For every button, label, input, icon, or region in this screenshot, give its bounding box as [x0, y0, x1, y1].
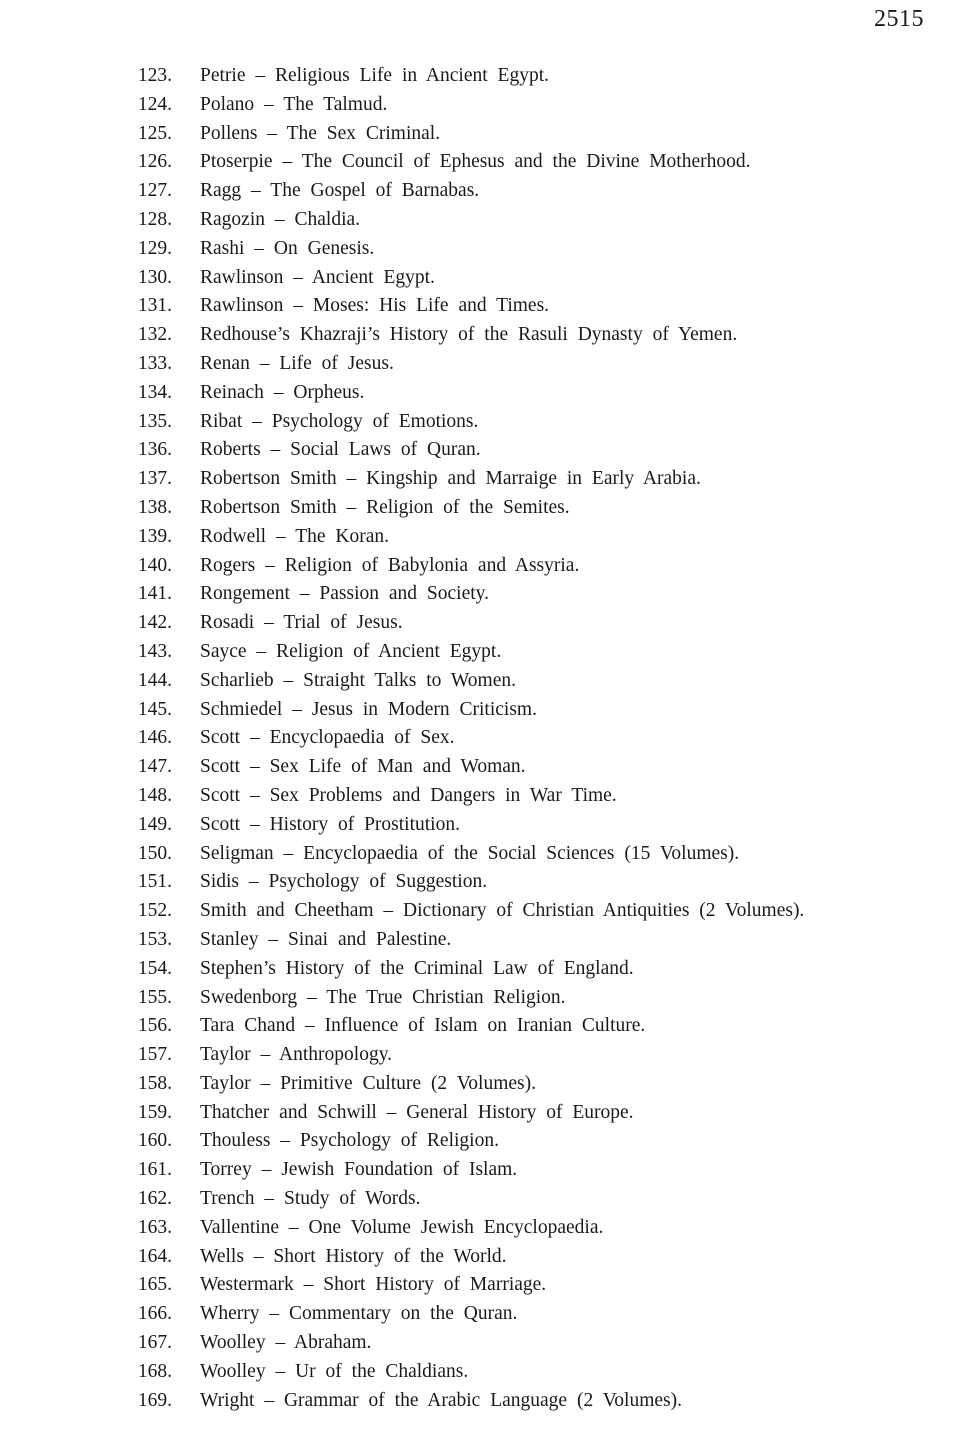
entry-number: 153. — [137, 928, 172, 950]
entry-number: 140. — [137, 554, 172, 576]
entry-text: Petrie – Religious Life in Ancient Egypt. — [200, 65, 549, 86]
entry-text: Scott – Encyclopaedia of Sex. — [200, 727, 455, 749]
entry-number: 159. — [137, 1101, 172, 1123]
list-item — [132, 1271, 942, 1300]
entry-text: Schmiedel – Jesus in Modern Criticism. — [200, 698, 537, 720]
entry-text: Taylor – Anthropology. — [200, 1044, 393, 1066]
entry-text: Ragg – The Gospel of Barnabas. — [200, 180, 480, 202]
entry-text: Thouless – Psychology of Religion. — [200, 1130, 499, 1152]
list-item — [132, 811, 942, 840]
entry-number: 158. — [137, 1072, 172, 1094]
list-item — [132, 264, 942, 293]
list-item — [132, 580, 942, 609]
list-item — [132, 436, 942, 465]
entry-text: Pollens – The Sex Criminal. — [200, 122, 441, 144]
entry-text: Wells – Short History of the World. — [200, 1245, 507, 1267]
entry-number: 145. — [137, 698, 172, 720]
entry-number: 127. — [137, 180, 172, 202]
entry-number: 124. — [137, 93, 172, 115]
entry-number: 137. — [137, 468, 172, 490]
list-item — [132, 840, 942, 869]
entry-text: Seligman – Encyclopaedia of the Social Sciences (15 Volumes). — [200, 842, 740, 864]
entry-number: 152. — [137, 900, 172, 922]
entry-text: Reinach – Orpheus. — [200, 381, 365, 403]
list-item — [132, 667, 942, 696]
entry-number: 151. — [137, 871, 172, 893]
entry-number: 141. — [137, 583, 172, 605]
entry-number: 131. — [137, 295, 172, 317]
entry-number: 147. — [137, 756, 172, 778]
list-item — [132, 609, 942, 638]
list-item — [132, 1387, 942, 1416]
entry-text: Ptoserpie – The Council of Ephesus and the Divine Motherhood. — [200, 151, 751, 173]
entry-text: Woolley – Abraham. — [200, 1332, 372, 1354]
entry-text: Rosadi – Trial of Jesus. — [200, 612, 403, 634]
entry-text: Sidis – Psychology of Suggestion. — [200, 871, 488, 893]
list-item — [132, 148, 942, 177]
list-item — [132, 321, 942, 350]
entry-text: Scott – Sex Problems and Dangers in War Time. — [200, 784, 617, 806]
list-item — [132, 1243, 942, 1272]
list-item — [132, 1329, 942, 1358]
entry-number: 157. — [137, 1044, 172, 1066]
entry-number: 160. — [137, 1130, 172, 1152]
entry-text: Rogers – Religion of Babylonia and Assyria. — [200, 554, 580, 576]
entry-text: Scott – History of Prostitution. — [200, 813, 460, 835]
entry-number: 167. — [137, 1332, 172, 1354]
entry-text: Rongement – Passion and Society. — [200, 583, 490, 605]
entry-text: Roberts – Social Laws of Quran. — [200, 439, 481, 461]
entry-text: Wherry – Commentary on the Quran. — [200, 1303, 518, 1325]
entry-number: 166. — [137, 1303, 172, 1325]
entry-text: Renan – Life of Jesus. — [200, 352, 394, 374]
entry-text: Robertson Smith – Kingship and Marraige in Early Arabia. — [200, 468, 701, 490]
entry-number: 155. — [137, 986, 172, 1008]
entry-number: 138. — [137, 496, 172, 518]
entry-text: Woolley – Ur of the Chaldians. — [200, 1360, 469, 1382]
entry-text: Ribat – Psychology of Emotions. — [200, 410, 479, 432]
entry-text: Rawlinson – Ancient Egypt. — [200, 266, 435, 288]
entry-number: 168. — [137, 1360, 172, 1382]
entry-text: Thatcher and Schwill – General History of Europe. — [200, 1101, 634, 1123]
entry-number: 150. — [137, 842, 172, 864]
entry-text: Smith and Cheetham – Dictionary of Christian Antiquities (2 Volumes). — [200, 900, 805, 922]
list-item — [132, 638, 942, 667]
list-item — [132, 408, 942, 437]
list-item — [132, 724, 942, 753]
list-item — [132, 1358, 942, 1387]
entry-text: Torrey – Jewish Foundation of Islam. — [200, 1159, 518, 1181]
entry-number: 126. — [137, 151, 172, 173]
entry-text: Redhouse’s Khazraji’s History of the Rasuli Dynasty of Yemen. — [200, 324, 738, 346]
entry-number: 169. — [137, 1389, 172, 1411]
page-number: 2515 — [874, 6, 924, 32]
entry-text: Robertson Smith – Religion of the Semites. — [200, 496, 570, 518]
entry-number: 164. — [137, 1245, 172, 1267]
entry-text: Polano – The Talmud. — [200, 93, 388, 115]
list-item — [132, 494, 942, 523]
entry-number: 146. — [137, 727, 172, 749]
list-item — [132, 177, 942, 206]
entry-number: 156. — [137, 1015, 172, 1037]
entry-number: 148. — [137, 784, 172, 806]
list-item — [132, 868, 942, 897]
list-item — [132, 379, 942, 408]
entry-number: 129. — [137, 237, 172, 259]
entry-text: Westermark – Short History of Marriage. — [200, 1274, 547, 1296]
list-item — [132, 120, 942, 149]
entry-text: Ragozin – Chaldia. — [200, 208, 361, 230]
list-item — [132, 206, 942, 235]
list-item — [132, 1214, 942, 1243]
list-item — [132, 1156, 942, 1185]
entry-number: 134. — [137, 381, 172, 403]
entry-number: 142. — [137, 612, 172, 634]
entry-text: Trench – Study of Words. — [200, 1188, 421, 1210]
list-item — [132, 523, 942, 552]
list-item — [132, 552, 942, 581]
entry-text: Stanley – Sinai and Palestine. — [200, 928, 452, 950]
list-item — [132, 1012, 942, 1041]
list-item — [132, 1127, 942, 1156]
list-item — [132, 62, 942, 91]
entry-number: 132. — [137, 324, 172, 346]
list-item — [132, 1070, 942, 1099]
entry-number: 130. — [137, 266, 172, 288]
entry-number: 165. — [137, 1274, 172, 1296]
list-item — [132, 696, 942, 725]
entry-text: Vallentine – One Volume Jewish Encyclopaedia. — [200, 1216, 604, 1238]
list-item — [132, 782, 942, 811]
entry-number: 143. — [137, 640, 172, 662]
entry-number: 133. — [137, 352, 172, 374]
list-item — [132, 350, 942, 379]
list-item — [132, 897, 942, 926]
entry-number: 125. — [137, 122, 172, 144]
list-item — [132, 955, 942, 984]
entry-text: Rashi – On Genesis. — [200, 237, 375, 259]
list-item — [132, 292, 942, 321]
entry-number: 136. — [137, 439, 172, 461]
list-item — [132, 1041, 942, 1070]
entry-number: 135. — [137, 410, 172, 432]
entry-text: Swedenborg – The True Christian Religion. — [200, 986, 566, 1008]
entry-number: 162. — [137, 1188, 172, 1210]
entry-number: 139. — [137, 525, 172, 547]
list-item — [132, 235, 942, 264]
entry-number: 163. — [137, 1216, 172, 1238]
list-item — [132, 91, 942, 120]
entry-number: 161. — [137, 1159, 172, 1181]
entry-text: Rawlinson – Moses: His Life and Times. — [200, 295, 550, 317]
entry-text: Scott – Sex Life of Man and Woman. — [200, 756, 526, 778]
list-item — [132, 1300, 942, 1329]
entry-number: 149. — [137, 813, 172, 835]
list-item — [132, 753, 942, 782]
list-item — [132, 984, 942, 1013]
entry-number: 128. — [137, 208, 172, 230]
entry-text: Rodwell – The Koran. — [200, 525, 390, 547]
entry-number: 123. — [137, 65, 172, 86]
entry-text: Tara Chand – Influence of Islam on Iranian Culture. — [200, 1015, 646, 1037]
list-item — [132, 1185, 942, 1214]
entry-text: Scharlieb – Straight Talks to Women. — [200, 669, 516, 691]
list-item — [132, 465, 942, 494]
entry-text: Wright – Grammar of the Arabic Language (2 Volumes). — [200, 1389, 682, 1411]
entry-number: 154. — [137, 957, 172, 979]
list-item — [132, 926, 942, 955]
list-item — [132, 1099, 942, 1128]
entry-text: Sayce – Religion of Ancient Egypt. — [200, 640, 502, 662]
entry-text: Taylor – Primitive Culture (2 Volumes). — [200, 1072, 536, 1094]
entry-number: 144. — [137, 669, 172, 691]
entry-text: Stephen’s History of the Criminal Law of England. — [200, 957, 634, 979]
